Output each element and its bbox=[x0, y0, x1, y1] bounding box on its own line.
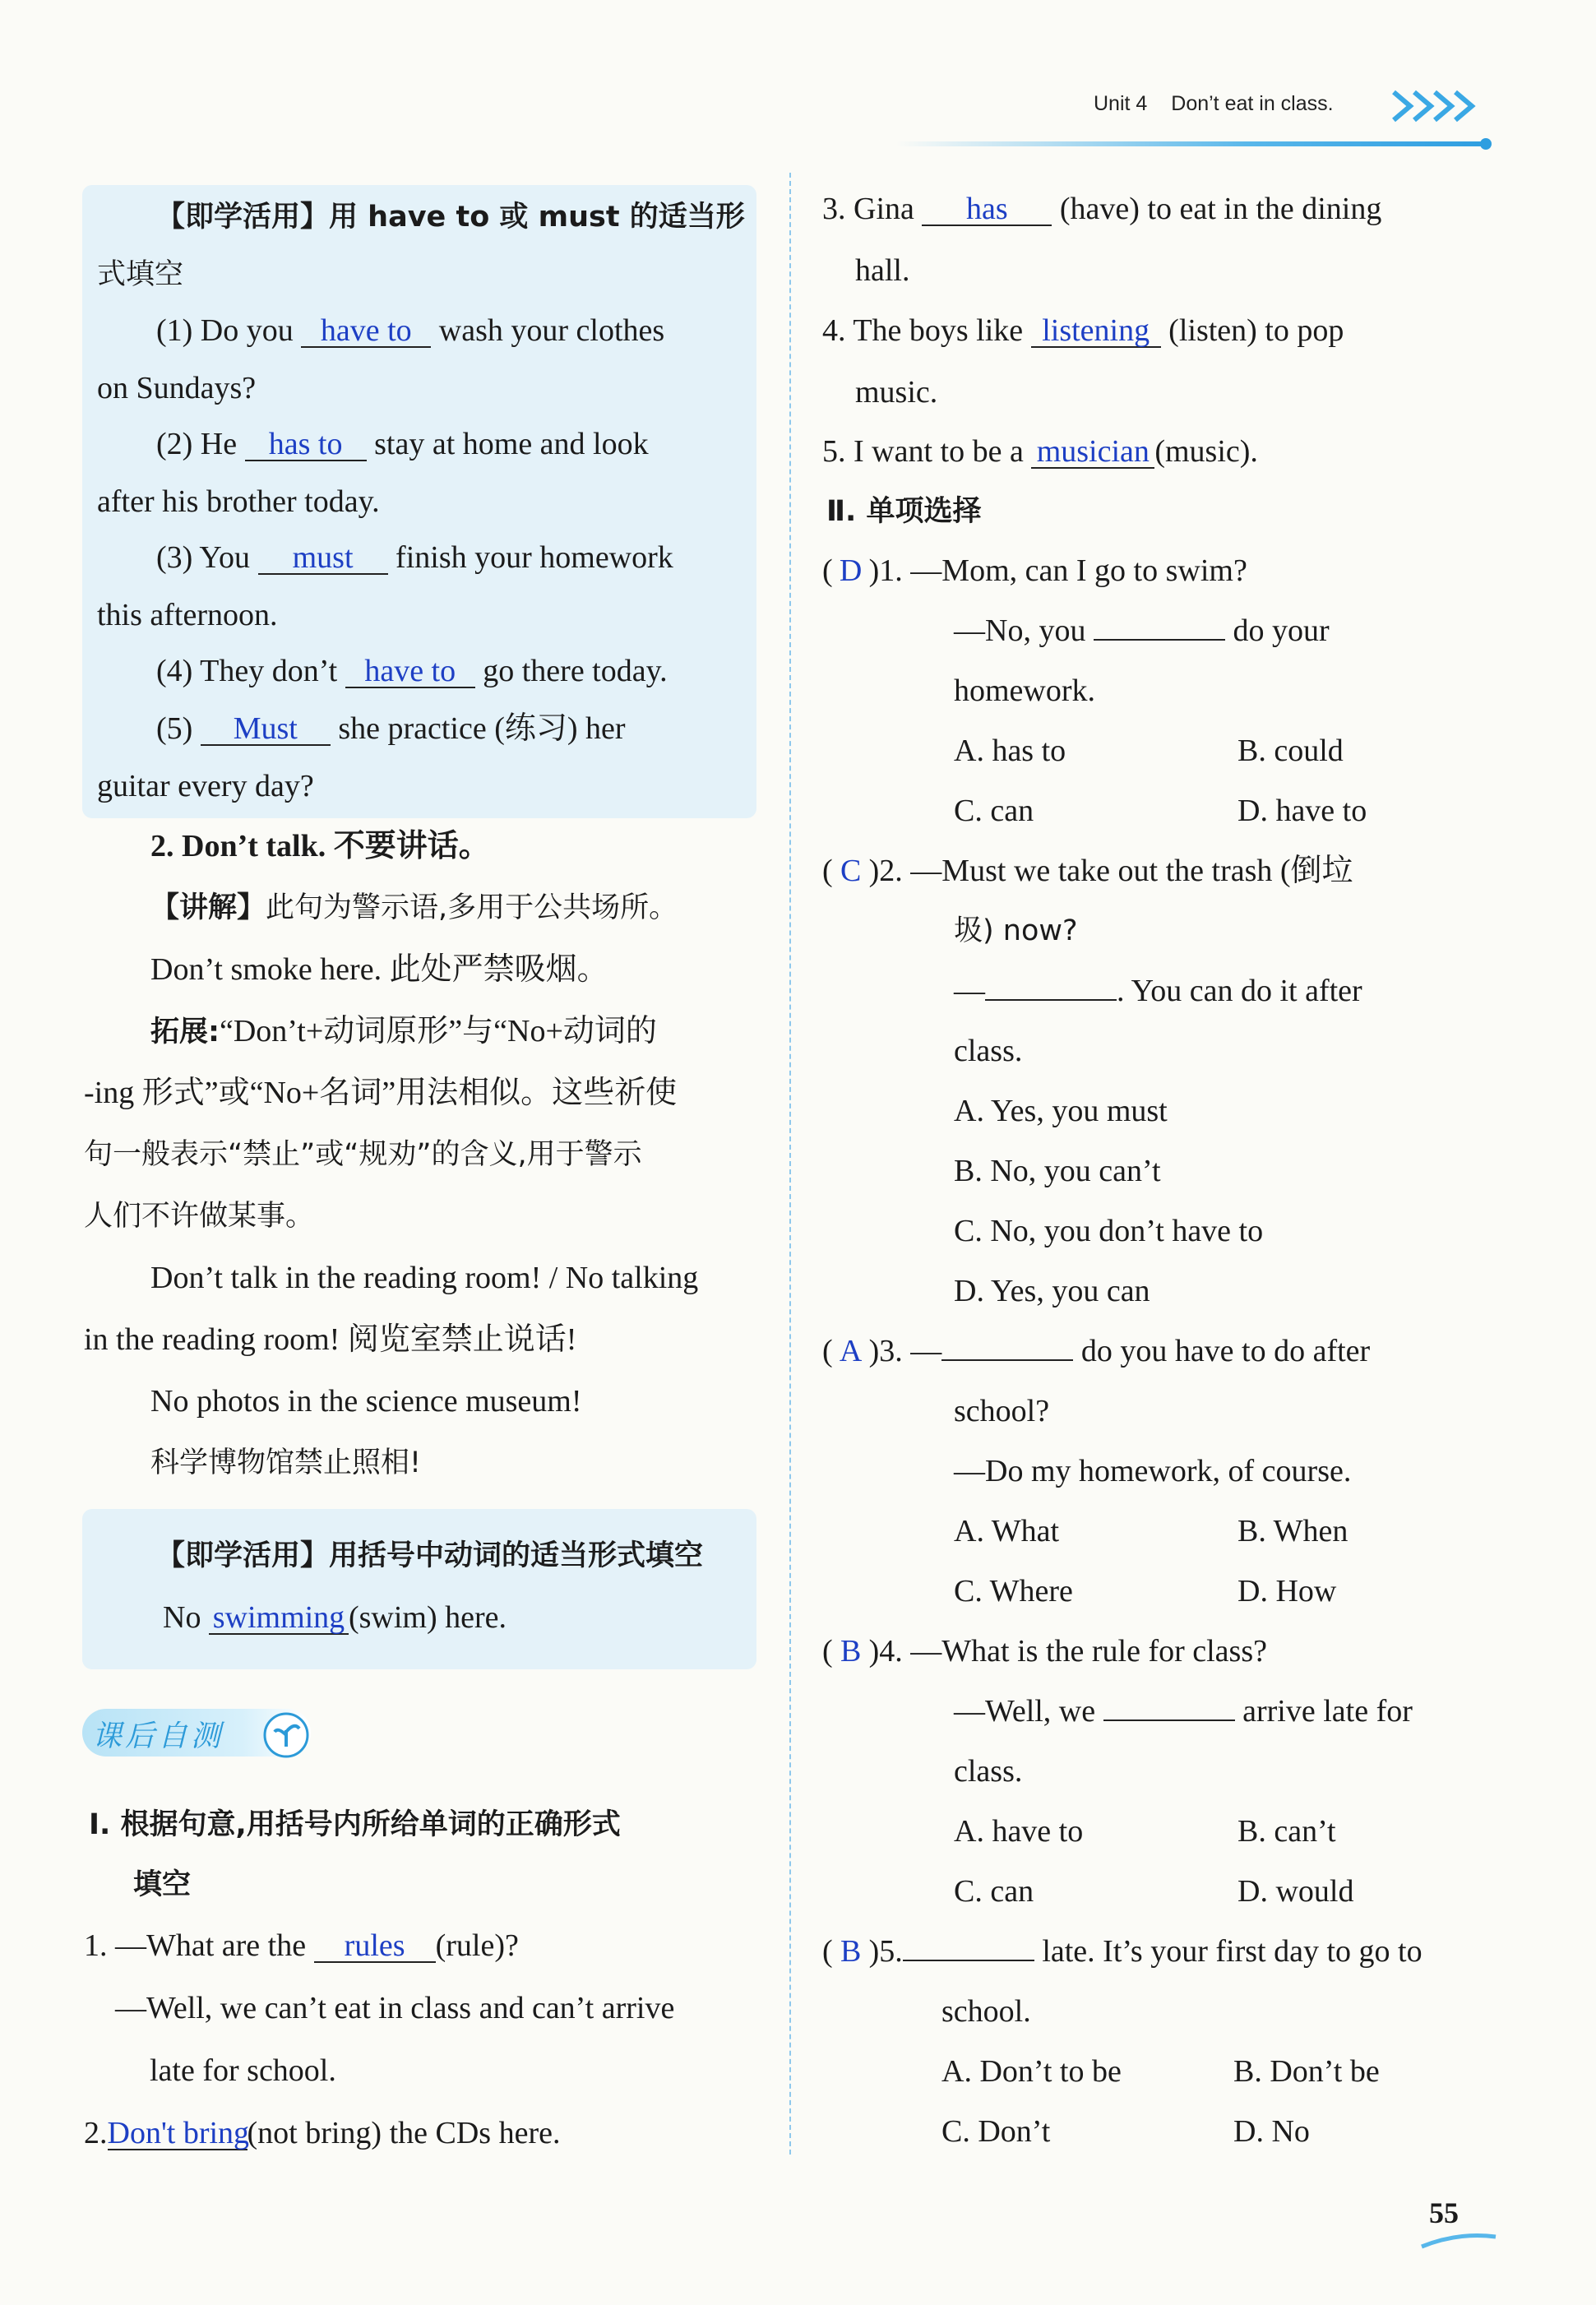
answer-e5: musician bbox=[1031, 436, 1154, 469]
mc-1-reply-cont: homework. bbox=[954, 673, 1096, 708]
section-2-extension-4: 人们不许做某事。 bbox=[84, 1200, 315, 1233]
practice-box-2 bbox=[82, 1509, 756, 1669]
practice-1-q4: (4) They don’t have to go there today. bbox=[156, 654, 668, 688]
section-2-explain: 【讲解】此句为警示语,多用于公共场所。 bbox=[150, 891, 678, 924]
mc-5-option-b: B. Don’t be bbox=[1233, 2054, 1380, 2089]
section-2-extension-2: -ing 形式”或“No+名词”用法相似。这些祈使 bbox=[84, 1076, 678, 1110]
mc-1-blank bbox=[1094, 614, 1225, 641]
mc-3-reply: —Do my homework, of course. bbox=[954, 1454, 1352, 1488]
practice-1-q1-cont: on Sundays? bbox=[97, 371, 257, 405]
answer-e4: listening bbox=[1031, 315, 1161, 348]
mc-1-option-d: D. have to bbox=[1237, 794, 1367, 828]
exercise-1-title: Ⅰ. 根据句意,用括号内所给单词的正确形式 bbox=[89, 1808, 621, 1841]
mc-4-question: ( B )4. —What is the rule for class? bbox=[822, 1632, 1267, 1671]
mc-2-question: ( C )2. —Must we take out the trash (倒垃 bbox=[822, 851, 1353, 891]
practice-1-q5: (5) Must she practice (练习) her bbox=[156, 711, 626, 746]
mc-3-option-c: C. Where bbox=[954, 1574, 1073, 1608]
practice-1-instruction: 【即学活用】用 have to 或 must 的适当形 bbox=[156, 201, 745, 234]
mc-3-question-cont: school? bbox=[954, 1394, 1050, 1428]
section-2-example-2-cont: in the reading room! 阅览室禁止说话! bbox=[84, 1322, 577, 1357]
mc-2-blank bbox=[985, 974, 1117, 1001]
mc-3-option-a: A. What bbox=[954, 1514, 1060, 1548]
header-rule bbox=[896, 141, 1488, 146]
mc-5-question-cont: school. bbox=[941, 1994, 1031, 2029]
mc-4-reply: —Well, we arrive late for bbox=[954, 1694, 1413, 1729]
mc-5-answer: B bbox=[840, 1934, 862, 1969]
mc-2-reply-cont: class. bbox=[954, 1034, 1023, 1068]
mc-1-question: ( D )1. —Mom, can I go to swim? bbox=[822, 551, 1247, 590]
practice-2-question: No swimming (swim) here. bbox=[163, 1600, 507, 1635]
practice-1-q2-cont: after his brother today. bbox=[97, 484, 380, 519]
section-2-example: Don’t smoke here. 此处严禁吸烟。 bbox=[150, 952, 608, 987]
exercise-1-q3: 3. Gina has (have) to eat in the dining bbox=[822, 192, 1382, 226]
mc-5-option-a: A. Don’t to be bbox=[941, 2054, 1122, 2089]
mc-3-option-b: B. When bbox=[1237, 1514, 1349, 1548]
mc-5-option-c: C. Don’t bbox=[941, 2114, 1051, 2149]
exercise-1-q2: 2.Don't bring(not bring) the CDs here. bbox=[84, 2116, 561, 2150]
mc-1-option-a: A. has to bbox=[954, 734, 1066, 768]
answer-q5: Must bbox=[201, 713, 331, 746]
mc-2-option-b: B. No, you can’t bbox=[954, 1154, 1161, 1188]
section-2-example-3: No photos in the science museum! bbox=[150, 1384, 582, 1419]
exercise-1-q4: 4. The boys like listening (listen) to pop bbox=[822, 313, 1344, 348]
mc-1-option-c: C. can bbox=[954, 794, 1034, 828]
section-2-extension-3: 句一般表示“禁止”或“规劝”的含义,用于警示 bbox=[84, 1138, 642, 1171]
sprout-icon bbox=[261, 1710, 311, 1760]
exercise-1-q5: 5. I want to be a musician (music). bbox=[822, 434, 1258, 469]
mc-3-question: ( A )3. — do you have to do after bbox=[822, 1331, 1370, 1371]
section-2-example-3-cn: 科学博物馆禁止照相! bbox=[150, 1446, 422, 1479]
practice-1-q3-cont: this afternoon. bbox=[97, 598, 278, 632]
answer-e2: Don't bring bbox=[107, 2116, 250, 2150]
mc-1-reply: —No, you do your bbox=[954, 613, 1330, 648]
mc-2-option-d: D. Yes, you can bbox=[954, 1274, 1150, 1308]
column-divider bbox=[789, 173, 791, 2155]
exercise-1-q3-cont: hall. bbox=[855, 253, 910, 288]
practice-1-q2: (2) He has to stay at home and look bbox=[156, 427, 649, 461]
answer-e1: rules bbox=[314, 1930, 436, 1963]
practice-1-q5-cont: guitar every day? bbox=[97, 769, 314, 803]
section-badge-label: 课后自测 bbox=[92, 1719, 224, 1753]
exercise-1-q1-reply: —Well, we can’t eat in class and can’t arrive bbox=[115, 1991, 675, 2025]
mc-4-option-a: A. have to bbox=[954, 1814, 1084, 1849]
mc-1-answer: D bbox=[839, 553, 863, 588]
mc-5-blank bbox=[903, 1935, 1034, 1961]
mc-1-option-b: B. could bbox=[1237, 734, 1344, 768]
answer-e3: has bbox=[922, 193, 1052, 226]
page-number: 55 bbox=[1429, 2196, 1459, 2229]
mc-2-reply: — . You can do it after bbox=[954, 974, 1362, 1008]
practice-1-q3: (3) You must finish your homework bbox=[156, 540, 673, 575]
mc-4-option-b: B. can’t bbox=[1237, 1814, 1336, 1849]
page-number-swoosh-icon bbox=[1418, 2229, 1500, 2253]
mc-4-reply-cont: class. bbox=[954, 1754, 1023, 1789]
page-header bbox=[1094, 92, 1334, 116]
answer-q4: have to bbox=[345, 655, 475, 688]
answer-practice-2: swimming bbox=[209, 1602, 349, 1635]
exercise-1-title-cont: 填空 bbox=[133, 1868, 192, 1901]
unit-title: Don’t eat in class. bbox=[1171, 92, 1334, 115]
mc-4-answer: B bbox=[840, 1634, 862, 1669]
mc-2-option-a: A. Yes, you must bbox=[954, 1094, 1168, 1128]
practice-1-q1: (1) Do you have to wash your clothes bbox=[156, 313, 665, 348]
exercise-1-q1: 1. —What are the rules (rule)? bbox=[84, 1928, 519, 1963]
exercise-1-q4-cont: music. bbox=[855, 375, 938, 410]
answer-q2: has to bbox=[245, 428, 367, 461]
mc-4-blank bbox=[1103, 1695, 1235, 1721]
header-rule-dot bbox=[1480, 138, 1492, 150]
mc-2-answer: C bbox=[840, 854, 862, 888]
chevrons-icon bbox=[1390, 86, 1497, 127]
practice-2-instruction: 【即学活用】用括号中动词的适当形式填空 bbox=[156, 1539, 704, 1572]
mc-2-option-c: C. No, you don’t have to bbox=[954, 1214, 1264, 1248]
mc-4-option-c: C. can bbox=[954, 1874, 1034, 1909]
practice-1-instruction-cont: 式填空 bbox=[97, 258, 184, 291]
section-2-extension: 拓展:“Don’t+动词原形”与“No+动词的 bbox=[150, 1014, 657, 1048]
mc-3-answer: A bbox=[839, 1334, 863, 1368]
answer-q1: have to bbox=[301, 315, 431, 348]
section-2-example-2: Don’t talk in the reading room! / No talking bbox=[150, 1261, 699, 1295]
mc-5-question: ( B )5. late. It’s your first day to go to bbox=[822, 1932, 1423, 1971]
mc-5-option-d: D. No bbox=[1233, 2114, 1310, 2149]
mc-2-question-cont: 圾) now? bbox=[954, 914, 1078, 947]
mc-3-option-d: D. How bbox=[1237, 1574, 1337, 1608]
exercise-2-title: Ⅱ. 单项选择 bbox=[826, 495, 982, 528]
mc-4-option-d: D. would bbox=[1237, 1874, 1354, 1909]
exercise-1-q1-reply-cont: late for school. bbox=[150, 2053, 336, 2088]
unit-label: Unit 4 bbox=[1094, 92, 1148, 115]
mc-3-blank bbox=[941, 1335, 1073, 1361]
section-2-title: 2. Don’t talk. 不要讲话。 bbox=[150, 829, 490, 863]
answer-q3: must bbox=[258, 542, 388, 575]
